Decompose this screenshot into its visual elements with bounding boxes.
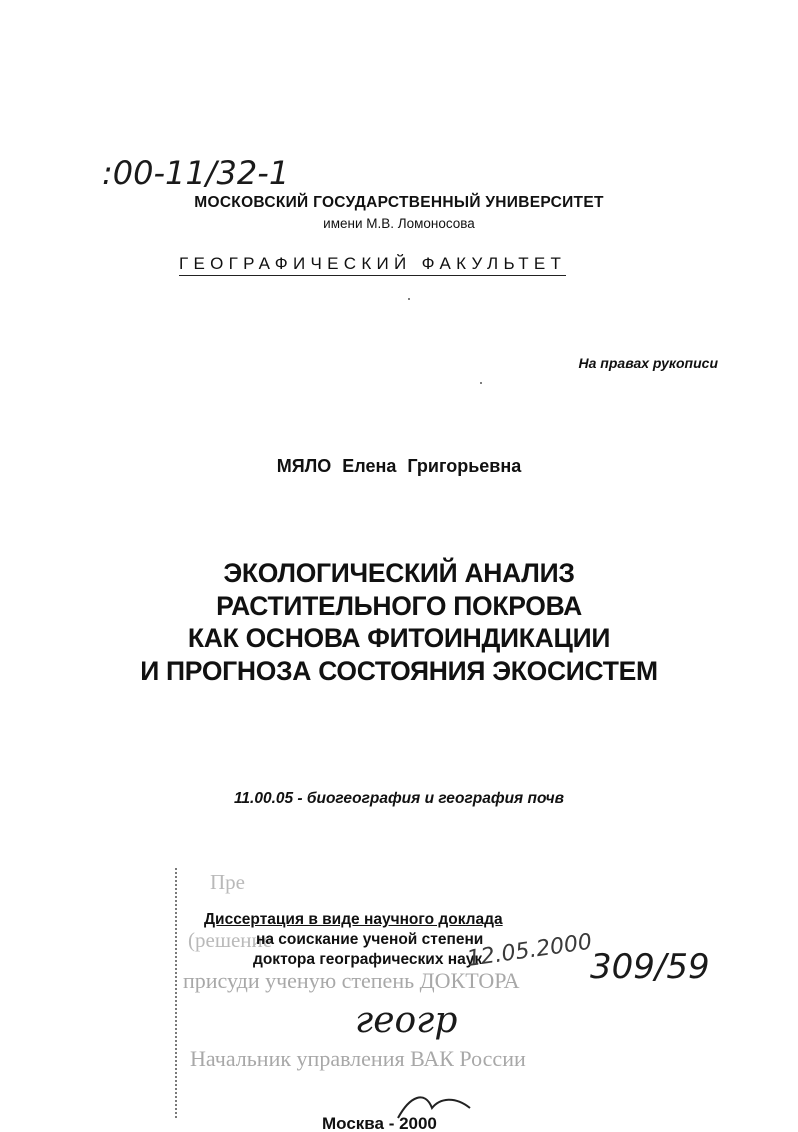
dissertation-line: на соискание ученой степени [256,931,484,948]
specialty-code: 11.00.05 - биогеография и география почв [233,790,565,807]
stamp-faint-line: Начальник управления ВАК России [190,1046,526,1071]
title-line: КАК ОСНОВА ФИТОИНДИКАЦИИ [187,623,611,653]
title-line: И ПРОГНОЗА СОСТОЯНИЯ ЭКОСИСТЕМ [140,655,658,686]
faculty-name: ГЕОГРАФИЧЕСКИЙ ФАКУЛЬТЕТ [179,254,566,276]
stamp-faint-line: присуди ученую степень ДОКТОРА [183,968,520,993]
university-named-after: имени М.В. Ломоносова [323,216,475,231]
city-year: Москва - 2000 [322,1114,437,1132]
stamp-word-text: геогр [355,1000,458,1041]
title-line: ЭКОЛОГИЧЕСКИЙ АНАЛИЗ [223,558,575,588]
author-name: МЯЛО Елена Григорьевна [276,456,522,476]
registration-number-text: :00-11/32-1 [102,154,290,192]
scan-speck [408,298,410,300]
manuscript-note: На правах рукописи [578,355,718,371]
university-name: МОСКОВСКИЙ ГОСУДАРСТВЕННЫЙ УНИВЕРСИТЕТ [194,194,604,211]
dissertation-line: доктора географических наук [253,951,483,968]
title-line: РАСТИТЕЛЬНОГО ПОКРОВА [216,590,582,621]
dissertation-line: Диссертация в виде научного доклада [204,911,503,928]
stamp-date-text: 12.05.2000 [465,929,594,972]
stamp-number-text: 309/59 [590,947,710,987]
stamp-faint-line: Пре [210,870,245,894]
scan-speck [480,382,482,384]
stamp-faint-line: (решение [188,928,273,952]
